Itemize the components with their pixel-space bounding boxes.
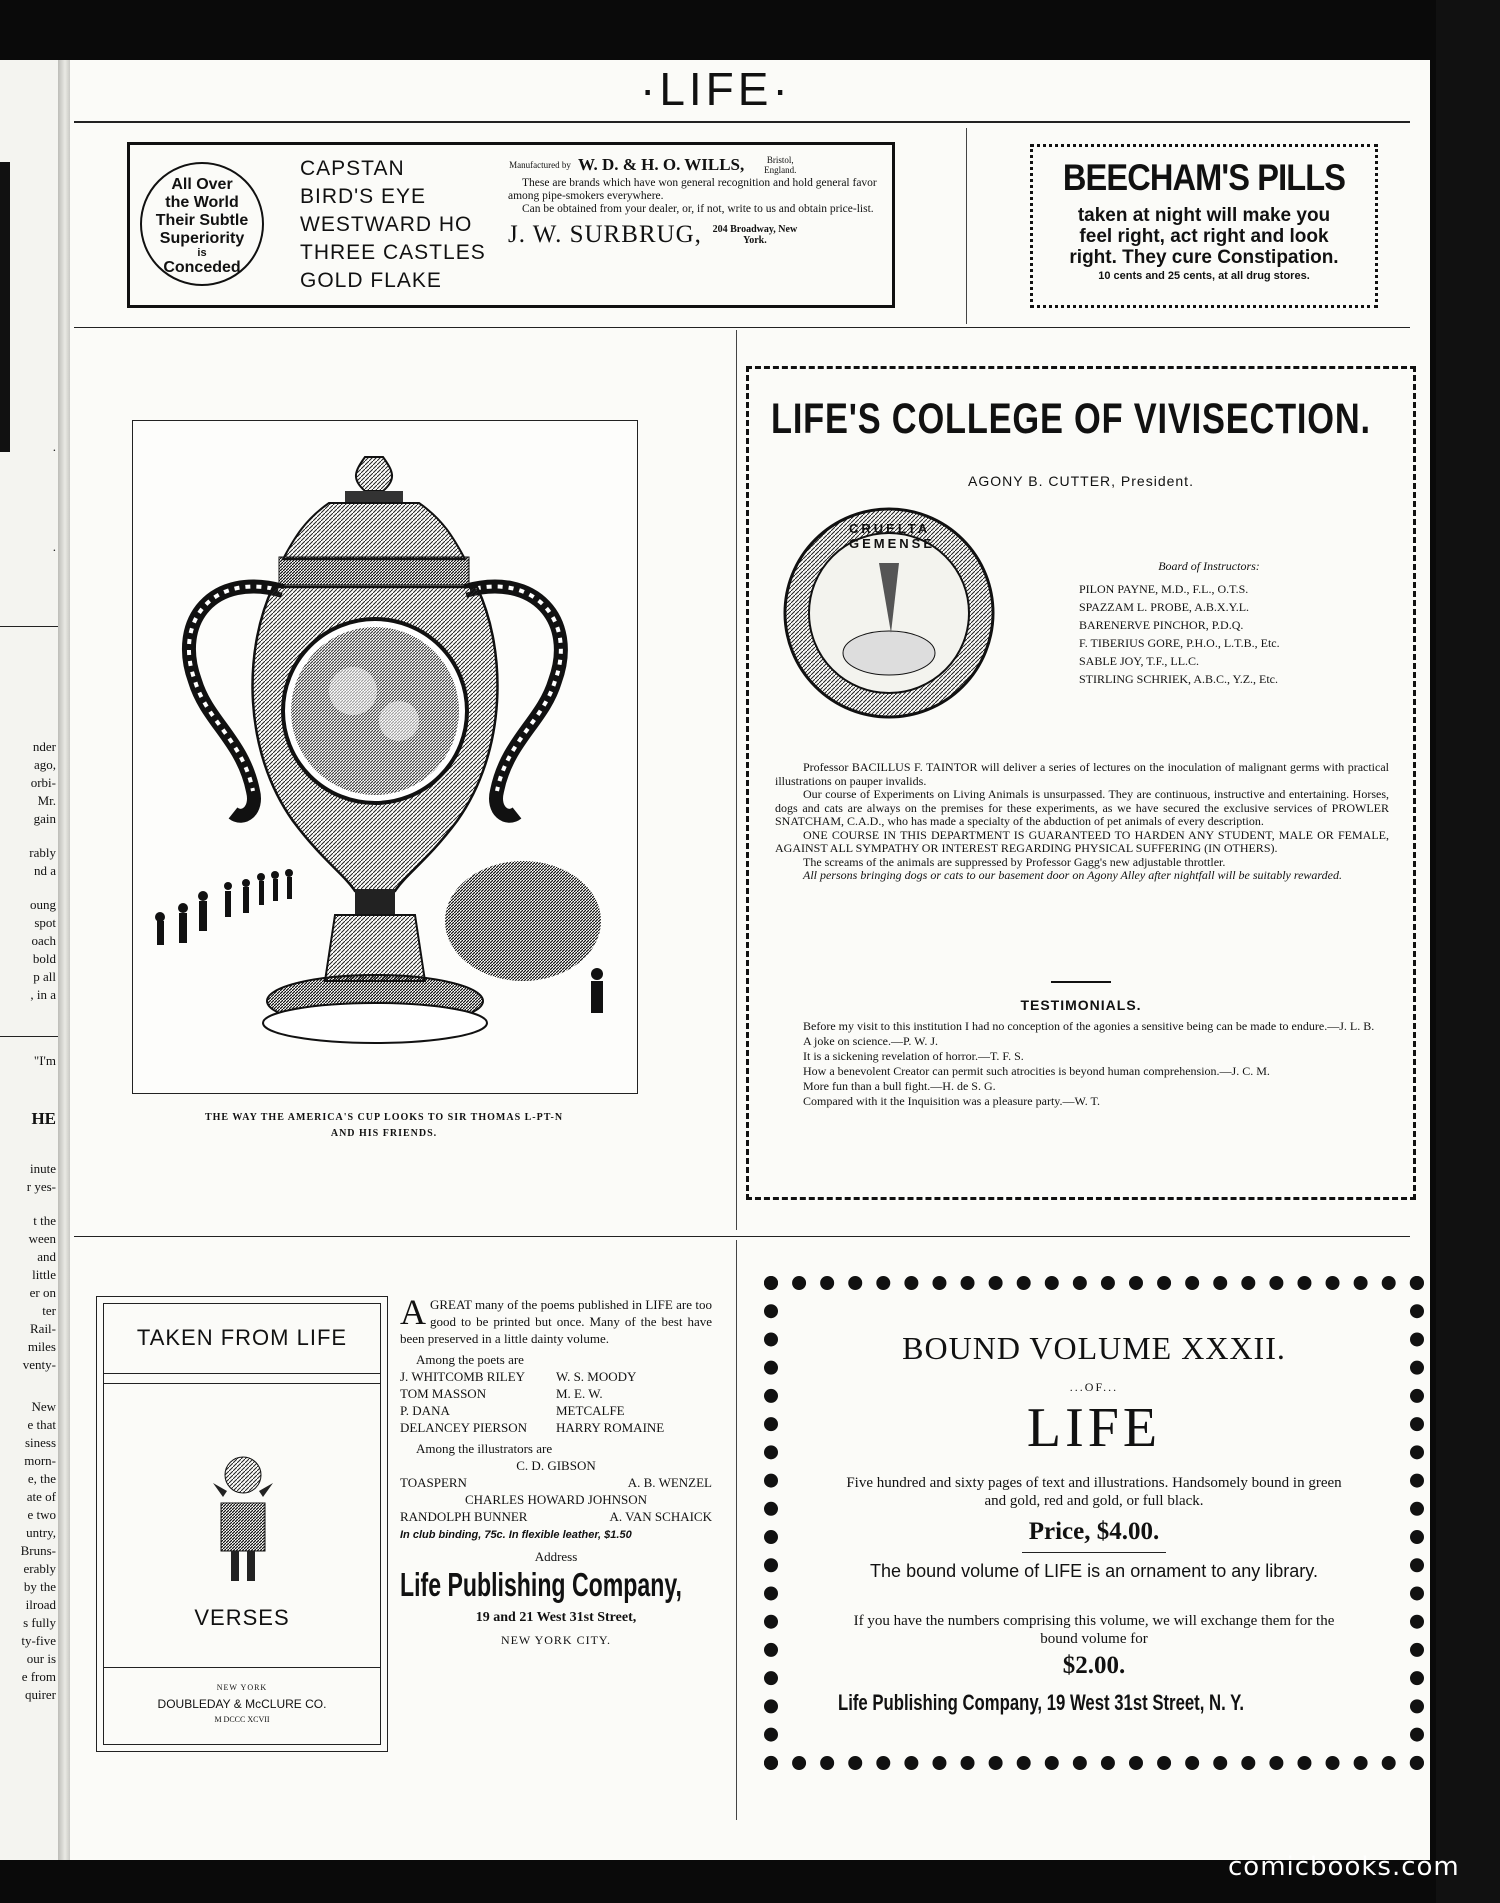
margin-text-fragment: gain <box>33 811 56 826</box>
poet-name: METCALFE <box>556 1403 625 1418</box>
cover-rule <box>103 1383 381 1384</box>
ink-block <box>0 162 10 452</box>
margin-text-fragment: spot <box>34 915 56 930</box>
header-rule <box>74 121 1410 123</box>
margin-text-fragment: e from <box>21 1669 56 1684</box>
beecham-line: feel right, act right and look <box>1079 226 1329 247</box>
poets-list <box>400 1368 712 1436</box>
margin-text-fragment: erably <box>23 1561 56 1576</box>
wills-tobacco-ad <box>127 142 895 308</box>
margin-text-fragment: HE <box>31 1109 56 1128</box>
board-member: SPAZZAM L. PROBE, A.B.X.Y.L. <box>1079 600 1250 614</box>
seal-line: Conceded <box>163 259 241 276</box>
testimonial: Compared with it the Inquisition was a pleasure party.—W. T. <box>803 1094 1100 1108</box>
margin-text-fragment: by the <box>23 1579 56 1594</box>
college-title: LIFE'S COLLEGE OF VIVISECTION. <box>771 395 1371 443</box>
illustrator-name: CHARLES HOWARD JOHNSON <box>464 1492 647 1507</box>
seal-line: Superiority <box>159 230 245 247</box>
cover-rule <box>103 1373 381 1374</box>
poet-name: W. S. MOODY <box>556 1369 637 1384</box>
bound-volume-ad <box>764 1276 1424 1770</box>
brand-name: WESTWARD HO <box>300 213 473 236</box>
margin-text-fragment: oung <box>30 897 56 912</box>
margin-text-fragment: rably <box>29 845 56 860</box>
margin-text-fragment: nder <box>32 739 56 754</box>
maker-place: Bristol, England. <box>764 155 797 175</box>
college-paragraph: Professor BACILLUS F. TAINTOR will deliver a series of lectures on the inoculation of malignant germs with practical illustrations on pauper invalids. <box>775 760 1389 788</box>
margin-text-fragment: t the <box>33 1213 56 1228</box>
drop-cap: A <box>400 1292 426 1332</box>
binding-prices: In club binding, 75c. In flexible leather, $1.50 <box>400 1529 632 1541</box>
board-member: SABLE JOY, T.F., LL.C. <box>1079 654 1200 668</box>
bound-volume-title: BOUND VOLUME XXXII. <box>902 1330 1286 1366</box>
margin-text-fragment: New <box>31 1399 56 1414</box>
wills-description: These are brands which have won general recognition and hold general favor among pipe-smokers everywhere. <box>508 177 877 202</box>
college-body <box>775 761 1389 883</box>
seal-line: All Over <box>171 176 233 193</box>
seal-line: the World <box>165 194 239 211</box>
margin-text-fragment: siness <box>24 1435 56 1450</box>
testimonial: Before my visit to this institution I had no conception of the agonies a sensitive being can be made to endure.—J. L. B. <box>803 1019 1375 1033</box>
margin-text-fragment: nd a <box>33 863 56 878</box>
margin-text-fragment: e two <box>27 1507 56 1522</box>
margin-text-fragment: ter <box>42 1303 56 1318</box>
margin-text-fragment: quirer <box>24 1687 56 1702</box>
cup-caption <box>132 1110 636 1142</box>
margin-text-fragment: miles <box>27 1339 56 1354</box>
brand-list <box>300 155 486 295</box>
poet-row <box>400 1402 712 1419</box>
margin-text-fragment: "I'm <box>33 1053 56 1068</box>
margin-text-fragment: our is <box>26 1651 56 1666</box>
adjacent-page-margin <box>0 60 62 1860</box>
cherub-illustration <box>193 1447 293 1587</box>
seal-line: is <box>197 247 207 259</box>
margin-text-fragment: p all <box>33 969 56 984</box>
margin-text-fragment: ate of <box>26 1489 56 1504</box>
board-heading: Board of Instructors: <box>1158 559 1260 573</box>
board-member: STIRLING SCHRIEK, A.B.C., Y.Z., Etc. <box>1079 672 1279 686</box>
illustrator-name: TOASPERN <box>400 1475 467 1490</box>
margin-text-fragment: ilroad <box>25 1597 56 1612</box>
testimonial: A joke on science.—P. W. J. <box>803 1034 938 1048</box>
column-divider <box>736 1240 737 1820</box>
poets-heading: Among the poets are <box>416 1352 524 1367</box>
scan-edge <box>1436 0 1500 1903</box>
college-paragraph: Our course of Experiments on Living Animals is unsurpassed. They are continuous, instructive and entertaining. Horses, dogs and cats are always on the premises for these experiments, as we have secured the exclusive services of PROWLER SNATCHAM, C.A.D., who has made a specialty of the abduction of pet animals of every description. <box>775 787 1389 828</box>
bound-volume-company: Life Publishing Company, 19 West 31st Street, N. Y. <box>838 1690 1245 1715</box>
exchange-price: $2.00. <box>1062 1652 1126 1679</box>
bound-volume-life: LIFE <box>1026 1397 1162 1459</box>
board-list <box>1079 580 1399 688</box>
section-rule <box>74 1236 1410 1237</box>
address-label: Address <box>534 1549 578 1564</box>
board-member: F. TIBERIUS GORE, P.H.O., L.T.B., Etc. <box>1079 636 1280 650</box>
trophy-cup-engraving <box>133 421 637 1093</box>
seal-line: Their Subtle <box>155 212 249 229</box>
college-seal <box>779 503 999 723</box>
column-divider <box>736 330 737 1230</box>
margin-text-fragment: venty- <box>22 1357 56 1372</box>
poems-intro: GREAT many of the poems published in LIFE are too good to be printed but once. Many of the best have been preserved in a little dainty volume. <box>400 1297 712 1346</box>
margin-text-fragment: . <box>52 439 56 454</box>
poet-name: DELANCEY PIERSON <box>400 1420 527 1435</box>
exchange-offer: If you have the numbers comprising this volume, we will exchange them for the bound volume for <box>853 1613 1335 1647</box>
company-city: NEW YORK CITY. <box>500 1633 612 1647</box>
brand-name: BIRD'S EYE <box>300 185 427 208</box>
testimonial: More fun than a bull fight.—H. de S. G. <box>803 1079 996 1093</box>
testimonials-heading: TESTIMONIALS. <box>1020 997 1142 1013</box>
poems-volume-ad <box>400 1292 712 1649</box>
cover-year: M DCCC XCVII <box>214 1715 270 1724</box>
cover-publisher: DOUBLEDAY & McCLURE CO. <box>157 1697 327 1711</box>
margin-text-fragment: er on <box>29 1285 56 1300</box>
caption-line: THE WAY THE AMERICA'S CUP LOOKS TO SIR THOMAS L-PT-N <box>204 1112 564 1123</box>
americas-cup-illustration <box>132 420 638 1094</box>
margin-text-fragment: s fully <box>23 1615 56 1630</box>
college-paragraph: ONE COURSE IN THIS DEPARTMENT IS GUARANTEED TO HARDEN ANY STUDENT, MALE OR FEMALE, AGAINST ALL SYMPATHY OR INTEREST REGARDING PHYSICAL SUFFERING (IN OTHERS). <box>775 827 1389 855</box>
wills-pricelist-note: Can be obtained from your dealer, or, if not, write to us and obtain price-list. <box>522 203 874 215</box>
poet-name: TOM MASSON <box>400 1386 487 1401</box>
college-paragraph: All persons bringing dogs or cats to our basement door on Agony Alley after nightfall will be suitably rewarded. <box>803 868 1342 882</box>
margin-text-fragment: Bruns- <box>20 1543 56 1558</box>
margin-text-fragment: oach <box>31 933 56 948</box>
margin-text-fragment: Rail- <box>30 1321 56 1336</box>
cover-title: TAKEN FROM LIFE <box>136 1325 348 1350</box>
board-of-instructors <box>1079 559 1399 688</box>
bound-volume-price: Price, $4.00. <box>1028 1518 1160 1545</box>
margin-text-fragment: inute <box>30 1161 56 1176</box>
bound-volume-description: Five hundred and sixty pages of text and illustrations. Handsomely bound in green and gold, red and gold, or full black. <box>846 1475 1342 1509</box>
beecham-line: right. They cure Constipation. <box>1069 247 1339 268</box>
board-member: BARENERVE PINCHOR, P.D.Q. <box>1079 618 1244 632</box>
illustrator-name: A. B. WENZEL <box>627 1475 712 1490</box>
bound-volume-of: ...OF... <box>1069 1380 1119 1394</box>
cover-subtitle: VERSES <box>194 1605 290 1630</box>
margin-text-fragment: bold <box>32 951 56 966</box>
margin-text-fragment: ago, <box>33 757 56 772</box>
page-title: ·LIFE· <box>640 63 792 115</box>
company-name: Life Publishing Company, <box>400 1566 682 1603</box>
margin-text-fragment: untry, <box>26 1525 56 1540</box>
margin-text-fragment: ween <box>28 1231 56 1246</box>
cover-rule <box>103 1667 381 1668</box>
poet-name: P. DANA <box>400 1403 450 1418</box>
poet-name: HARRY ROMAINE <box>556 1420 665 1435</box>
cover-city: NEW YORK <box>216 1683 268 1692</box>
poet-name: J. WHITCOMB RILEY <box>400 1369 526 1384</box>
margin-text-fragment: e that <box>27 1417 56 1432</box>
column-rule <box>0 626 62 627</box>
manufactured-by: Manufactured by <box>509 160 571 170</box>
illustrators-heading: Among the illustrators are <box>416 1441 553 1456</box>
margin-text-fragment: little <box>32 1267 56 1282</box>
poet-row <box>400 1368 712 1385</box>
margin-text-fragment: and <box>37 1249 56 1264</box>
college-paragraph: The screams of the animals are suppressed by Professor Gagg's new adjustable throttler. <box>803 854 1226 869</box>
wills-details <box>508 155 884 249</box>
column-divider <box>966 128 967 324</box>
beecham-pills-ad <box>1030 144 1378 308</box>
margin-text-fragment: ty-five <box>21 1633 56 1648</box>
seal-motto: CRUELTA GEMENSE <box>849 521 936 551</box>
caption-line: AND HIS FRIENDS. <box>330 1128 438 1139</box>
brand-name: GOLD FLAKE <box>300 269 442 292</box>
board-member: PILON PAYNE, M.D., F.L., O.T.S. <box>1079 582 1249 596</box>
beecham-line: taken at night will make you <box>1077 205 1331 226</box>
testimonial: How a benevolent Creator can permit such atrocities is beyond human comprehension.—J. C. M. <box>803 1064 1270 1078</box>
superiority-seal <box>140 162 264 286</box>
brand-name: THREE CASTLES <box>300 241 486 264</box>
margin-text-fragment: e, the <box>27 1471 56 1486</box>
taken-from-life-cover <box>96 1296 388 1752</box>
divider-rule <box>1051 981 1111 983</box>
agent-address: 204 Broadway, New York. <box>712 224 798 246</box>
company-street: 19 and 21 West 31st Street, <box>475 1610 637 1625</box>
ornament-line: The bound volume of LIFE is an ornament to any library. <box>870 1561 1318 1581</box>
divider-rule <box>1022 1552 1166 1553</box>
column-rule <box>0 1036 62 1037</box>
vivisection-college-ad <box>746 366 1416 1200</box>
illustrator-name: C. D. GIBSON <box>516 1458 596 1473</box>
margin-text-fragment: . <box>52 539 56 554</box>
beecham-price: 10 cents and 25 cents, at all drug stores. <box>1098 270 1310 282</box>
margin-text-fragment: Mr. <box>37 793 56 808</box>
testimonials-list <box>775 1019 1389 1109</box>
margin-text-fragment: orbi- <box>30 775 56 790</box>
college-president: AGONY B. CUTTER, President. <box>968 473 1194 489</box>
margin-text-fragment: r yes- <box>26 1179 56 1194</box>
margin-text-fragment: morn- <box>24 1453 56 1468</box>
poet-name: M. E. W. <box>556 1386 603 1401</box>
section-rule <box>74 327 1410 328</box>
illustrator-name: RANDOLPH BUNNER <box>400 1509 528 1524</box>
poet-row <box>400 1385 712 1402</box>
watermark: comicbooks.com <box>1228 1852 1460 1882</box>
margin-text-fragment: , in a <box>30 987 56 1002</box>
testimonial: It is a sickening revelation of horror.—T. F. S. <box>803 1049 1024 1063</box>
poet-row <box>400 1419 712 1436</box>
illustrator-name: A. VAN SCHAICK <box>609 1509 712 1524</box>
agent-name: J. W. SURBRUG, <box>508 221 702 248</box>
brand-name: CAPSTAN <box>300 157 405 180</box>
maker-name: W. D. & H. O. WILLS, <box>578 155 745 174</box>
beecham-title: BEECHAM'S PILLS <box>1062 157 1346 198</box>
